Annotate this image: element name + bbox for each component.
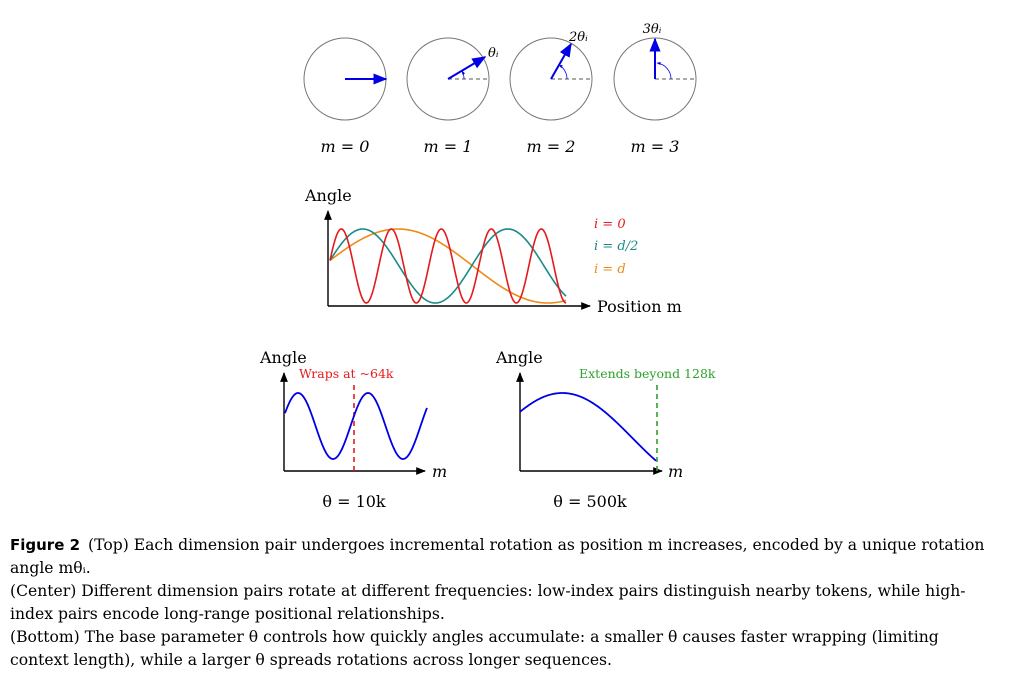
bl-y-label: Angle bbox=[260, 348, 307, 367]
rotation-vector bbox=[448, 57, 485, 79]
bl-x-label: m bbox=[432, 462, 448, 481]
curve-i-0 bbox=[330, 229, 566, 303]
caption-top bbox=[10, 534, 995, 580]
legend bbox=[594, 217, 638, 277]
angle-label: 2θᵢ bbox=[569, 30, 588, 45]
legend-item-i0: i = 0 bbox=[594, 217, 626, 232]
br-x-label: m bbox=[668, 462, 684, 481]
caption-top-text: (Top) Each dimension pair undergoes incremental rotation as position m increases, encoded by a unique rotation angle mθᵢ. bbox=[10, 536, 985, 577]
m-label: m = 0 bbox=[320, 137, 370, 156]
br-y-label: Angle bbox=[496, 348, 543, 367]
figure-caption bbox=[10, 534, 995, 672]
caption-bottom-text: (Bottom) The base parameter θ controls how quickly angles accumulate: a smaller θ causes faster wrapping (limiting context length), while a larger θ spreads rotations across longer sequences. bbox=[10, 628, 939, 669]
wrap-annotation: Wraps at ~64k bbox=[299, 366, 394, 381]
frequency-plot bbox=[304, 186, 682, 316]
m-label: m = 3 bbox=[630, 137, 680, 156]
circle-m1 bbox=[407, 38, 499, 156]
figure-label: Figure 2 bbox=[10, 536, 81, 554]
bl-theta-label: θ = 10k bbox=[322, 492, 386, 511]
extent-annotation: Extends beyond 128k bbox=[579, 366, 716, 381]
rotation-vector bbox=[551, 44, 571, 79]
center-y-label: Angle bbox=[305, 186, 352, 205]
angle-curve bbox=[520, 393, 656, 461]
m-label: m = 1 bbox=[423, 137, 473, 156]
angle-curve bbox=[285, 393, 427, 459]
angle-label: 3θᵢ bbox=[642, 22, 662, 37]
angle-label: θᵢ bbox=[488, 46, 499, 61]
plot-theta-500k bbox=[495, 348, 716, 511]
legend-item-i-d: i = d bbox=[594, 262, 626, 277]
plot-theta-10k bbox=[259, 348, 447, 511]
m-label: m = 2 bbox=[526, 137, 576, 156]
circle-m3 bbox=[614, 22, 696, 156]
br-theta-label: θ = 500k bbox=[553, 492, 627, 511]
legend-item-i-d-half: i = d/2 bbox=[594, 239, 639, 254]
caption-center-text: (Center) Different dimension pairs rotate at different frequencies: low-index pairs distinguish nearby tokens, while high-index pairs encode long-range positional relationships. bbox=[10, 582, 966, 623]
circle-m0 bbox=[304, 38, 386, 156]
center-x-label: Position m bbox=[597, 297, 682, 316]
circle-m2 bbox=[510, 30, 592, 156]
rotation-circles bbox=[304, 22, 696, 156]
